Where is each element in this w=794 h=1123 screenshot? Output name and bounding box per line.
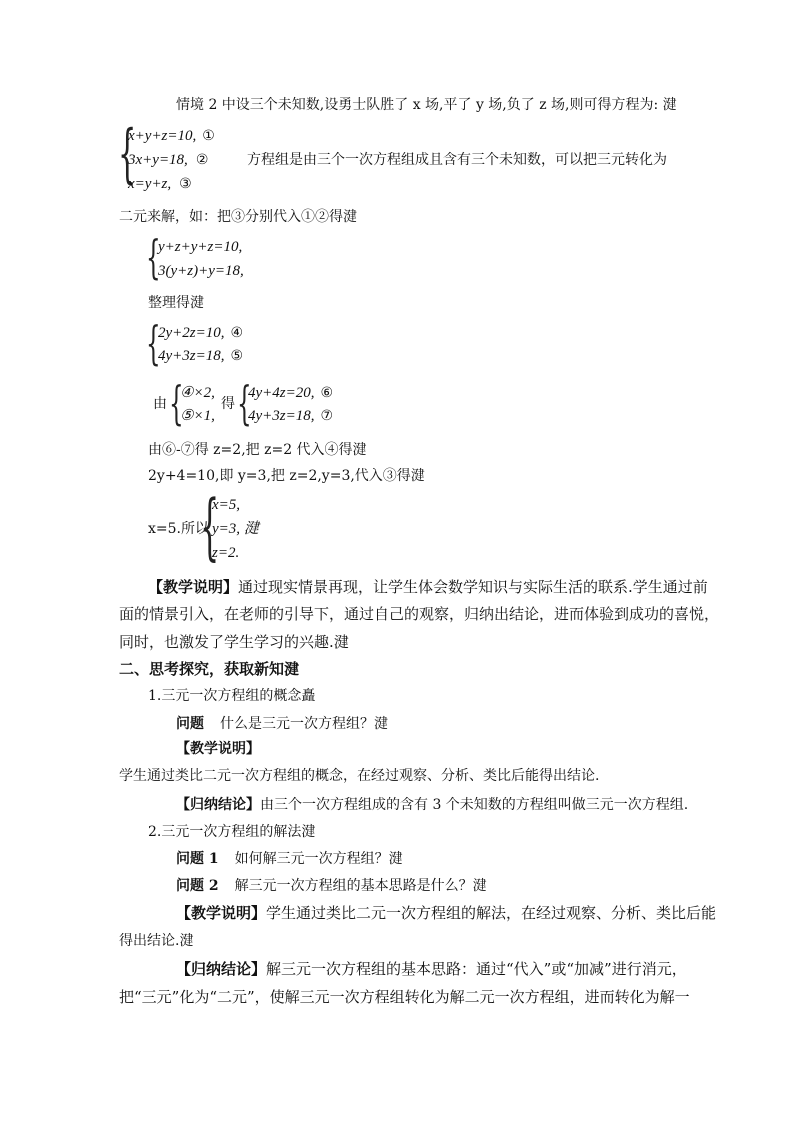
equation-line: 3(y+z)+y=18, bbox=[158, 263, 244, 279]
intro-paragraph: 情境 2 中设三个未知数,设勇士队胜了 x 场,平了 y 场,负了 z 场,则可得方程为: 湕 bbox=[176, 97, 677, 113]
note-line: 【教学说明】学生通过类比二元一次方程组的解法，在经过观察、分析、类比后能 bbox=[176, 904, 717, 922]
equation-line: z=2. bbox=[212, 545, 240, 561]
note-line: 面的情景引入，在老师的引导下，通过自己的观察，归纳出结论，进而体验到成功的喜悦， bbox=[119, 605, 720, 623]
question-line: 问题 什么是三元一次方程组？湕 bbox=[176, 716, 388, 732]
brace: { bbox=[146, 316, 161, 370]
question-line: 问题 1 如何解三元一次方程组？湕 bbox=[176, 851, 403, 867]
brace: { bbox=[200, 484, 220, 568]
subsection-heading: 2.三元一次方程组的解法湕 bbox=[148, 824, 316, 840]
equation-line: 2y+2z=10, ④ bbox=[158, 325, 244, 341]
lead-text: 由 bbox=[153, 396, 167, 412]
brace: { bbox=[169, 376, 184, 430]
conclusion-line: 把“三元”化为“二元”，使解三元一次方程组转化为解二元一次方程组，进而转化为解一 bbox=[119, 988, 690, 1006]
brace: { bbox=[146, 230, 161, 284]
question-line: 问题 2 解三元一次方程组的基本思路是什么？湕 bbox=[176, 878, 487, 894]
paragraph-text: 2y+4=10,即 y=3,把 z=2,y=3,代入③得湕 bbox=[148, 468, 425, 484]
lead-text: x=5.所以 bbox=[148, 521, 209, 537]
equation-line: x+y+z=10, ① bbox=[128, 128, 215, 144]
note-line: 【教学说明】通过现实情景再现，让学生体会数学知识与实际生活的联系.学生通过前 bbox=[148, 578, 708, 596]
brace: { bbox=[237, 376, 252, 430]
mid-text: 得 bbox=[221, 396, 235, 412]
note-line: 同时，也激发了学生学习的兴趣.湕 bbox=[119, 633, 349, 651]
equation-line: 4y+3z=18, ⑤ bbox=[158, 348, 244, 364]
operation-line: ④×2, bbox=[180, 385, 215, 401]
conclusion-line: 【归纳结论】由三个一次方程组成的含有 3 个未知数的方程组叫做三元一次方程组. bbox=[176, 797, 689, 813]
paragraph-text: 二元来解，如：把③分别代入①②得湕 bbox=[119, 209, 357, 225]
conclusion-line: 【归纳结论】解三元一次方程组的基本思路：通过“代入”或“加减”进行消元， bbox=[176, 960, 687, 978]
note-line: 得出结论.湕 bbox=[119, 933, 194, 949]
equation-line: y+z+y+z=10, bbox=[158, 239, 243, 255]
equation-line: 4y+3z=18, ⑦ bbox=[248, 408, 334, 424]
equation-line: 4y+4z=20, ⑥ bbox=[248, 385, 334, 401]
equation-line: x=5, bbox=[212, 497, 241, 513]
paragraph-text: 整理得湕 bbox=[148, 295, 204, 311]
operation-line: ⑤×1, bbox=[180, 408, 215, 424]
equation-line: 3x+y=18, ② bbox=[128, 152, 209, 168]
subsection-heading: 1.三元一次方程组的概念矗 bbox=[148, 688, 316, 704]
section-heading: 二、思考探究，获取新知湕 bbox=[119, 660, 300, 678]
paragraph-text: 方程组是由三个一次方程组成且含有三个未知数，可以把三元转化为 bbox=[247, 152, 667, 168]
equation-line: y=3, 湕 bbox=[212, 521, 259, 537]
brace: { bbox=[118, 117, 137, 191]
paragraph-text: 学生通过类比二元一次方程组的概念，在经过观察、分析、类比后能得出结论. bbox=[119, 768, 600, 784]
paragraph-text: 由⑥-⑦得 z=2,把 z=2 代入④得湕 bbox=[148, 442, 367, 458]
teaching-note-tag: 【教学说明】 bbox=[176, 741, 260, 757]
equation-line: x=y+z, ③ bbox=[128, 176, 192, 192]
